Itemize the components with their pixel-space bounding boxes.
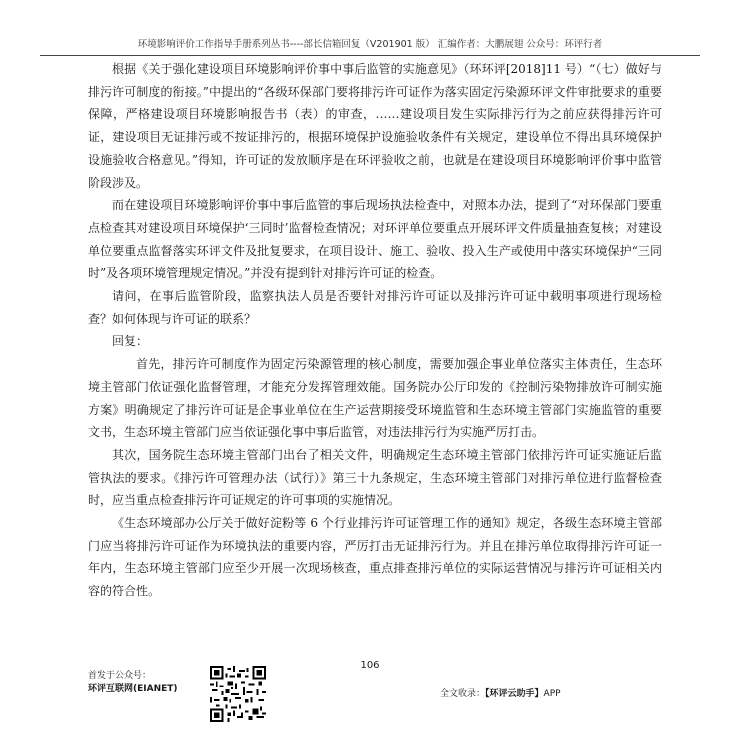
footer-source bbox=[88, 670, 178, 696]
footer-app-suffix: APP bbox=[543, 689, 561, 699]
paragraph-question-1: 根据《关于强化建设项目环境影响评价事中事后监管的实施意见》（环环评[2018]11 号）“（七）做好与排污许可制度的衔接。”中提出的“各级环保部门要将排污许可证作为落实固定污染源环评文件审批要求的重要保障，严格建设项目环境影响报告书（表）的审查，……建设项目发生实际排污行为之前应获得排污许可证，建设项目无证排污或不按证排污的，根据环境保护设施验收条件有关规定，建设单位不得出具环境保护设施验收合格意见。”得知，许可证的发放顺序是在环评验收之前，也就是在建设项目环境影响评价事中监管阶段涉及。 bbox=[88, 62, 662, 190]
paragraph-answer-2: 其次，国务院生态环境主管部门出台了相关文件，明确规定生态环境主管部门依排污许可证实施证后监管执法的要求。《排污许可管理办法（试行）》第三十九条规定，生态环境主管部门对排污单位进行监督检查时，应当重点检查排污许可证规定的许可事项的实施情况。 bbox=[88, 447, 662, 508]
footer-source-label: 首发于公众号： bbox=[88, 671, 152, 681]
footer-collection bbox=[440, 686, 561, 699]
paragraph-answer-1: 首先，排污许可制度作为固定污染源管理的核心制度，需要加强企事业单位落实主体责任，生态环境主管部门依证强化监督管理，才能充分发挥管理效能。国务院办公厅印发的《控制污染物排放许可制实施方案》明确规定了排污许可证是企事业单位在生产运营期接受环境监管和生态环境主管部门实施监管的重要文书，生态环境主管部门应当依证强化事中事后监管，对违法排污行为实施严厉打击。 bbox=[88, 357, 662, 440]
body-text bbox=[88, 58, 662, 603]
page-number: 106 bbox=[360, 660, 380, 671]
reply-label: 回复： bbox=[112, 334, 149, 349]
running-header: 环境影响评价工作指导手册系列丛书----部长信箱回复（V201901 版） 汇编作者：大鹏展翅 公众号：环评行者 bbox=[40, 36, 700, 56]
qr-code-icon bbox=[210, 666, 266, 722]
footer-collection-label: 全文收录： bbox=[440, 689, 486, 699]
footer-source-account: 环评互联网(EIANET) bbox=[88, 684, 178, 694]
paragraph-question-2: 而在建设项目环境影响评价事中事后监管的事后现场执法检查中，对照本办法，提到了“对环保部门要重点检查其对建设项目环境保护‘三同时’监督检查情况；对环评单位要重点开展环评文件质量抽查复核；对建设单位要重点监督落实环评文件及批复要求，在项目设计、施工、验收、投入生产或使用中落实环境保护“三同时”及各项环境管理规定情况。”并没有提到针对排污许可证的检查。 bbox=[88, 198, 662, 281]
paragraph-answer-3: 《生态环境部办公厅关于做好淀粉等 6 个行业排污许可证管理工作的通知》规定，各级生态环境主管部门应当将排污许可证作为环境执法的重要内容，严厉打击无证排污行为。并且在排污单位取得排污许可证一年内，生态环境主管部门应至少开展一次现场核查，重点排查排污单位的实际运营情况与排污许可证相关内容的符合性。 bbox=[88, 516, 662, 599]
footer-app-name: 【环评云助手】 bbox=[485, 689, 544, 699]
paragraph-question-3: 请问，在事后监管阶段，监察执法人员是否要针对排污许可证以及排污许可证中载明事项进行现场检查？如何体现与许可证的联系？ bbox=[88, 289, 662, 326]
